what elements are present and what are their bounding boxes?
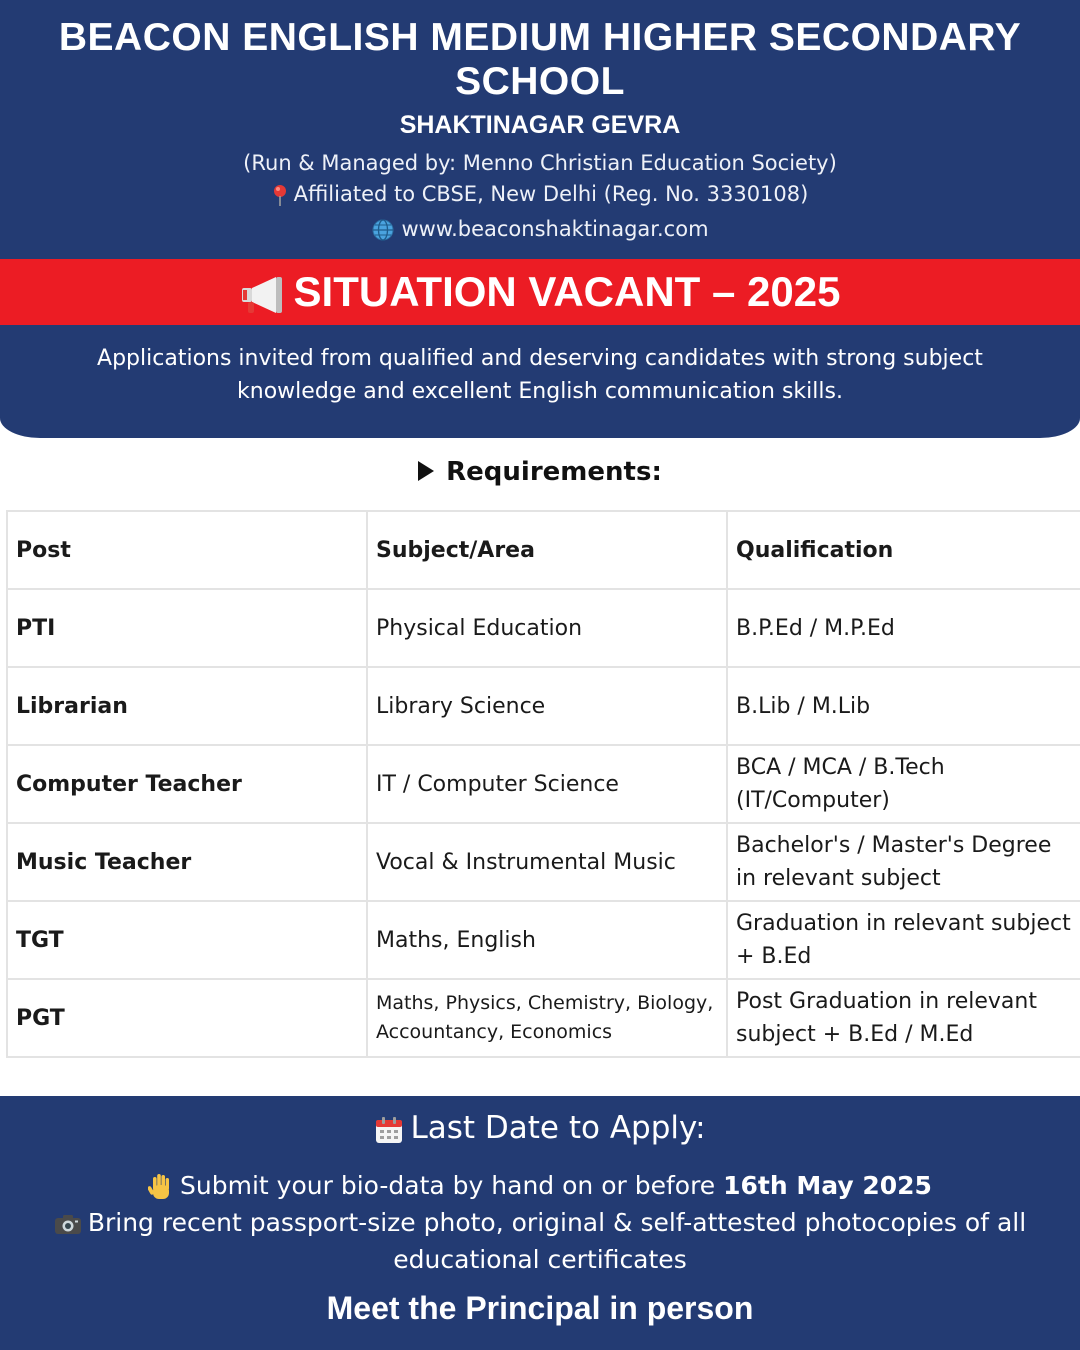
deadline-date: 16th May 2025 [723,1171,932,1200]
subject-cell: Library Science [367,667,727,745]
footer [0,1096,1080,1350]
situation-vacant-banner: SITUATION VACANT – 2025 [0,259,1080,325]
column-header-qualification: Qualification [727,511,1080,589]
qualification-cell: BCA / MCA / B.Tech (IT/Computer) [727,745,1080,823]
requirements-heading: Requirements: [0,457,1080,487]
table-row [7,823,1080,901]
camera-icon [54,1213,82,1235]
calendar-icon [374,1115,404,1145]
post-cell: TGT [7,901,367,979]
website-link[interactable]: www.beaconshaktinagar.com [401,217,709,241]
last-date-heading: Last Date to Apply: [0,1110,1080,1146]
managed-by: (Run & Managed by: Menno Christian Education Society) [243,151,837,175]
table-row [7,979,1080,1057]
qualification-cell: Graduation in relevant subject + B.Ed [727,901,1080,979]
school-name: BEACON ENGLISH MEDIUM HIGHER SECONDARY SCHOOL [58,16,1022,103]
globe-icon [371,218,395,242]
post-cell: PGT [7,979,367,1057]
hand-icon [148,1173,174,1201]
subject-cell: Maths, English [367,901,727,979]
qualification-cell: Post Graduation in relevant subject + B.Ed / M.Ed [727,979,1080,1057]
meet-principal: Meet the Principal in person [326,1290,754,1326]
intro-text: Applications invited from qualified and deserving candidates with strong subject knowledge and excellent English communication skills. [97,346,983,404]
post-cell: PTI [7,589,367,667]
post-cell: Music Teacher [7,823,367,901]
school-location: SHAKTINAGAR GEVRA [399,111,681,139]
subject-cell: Physical Education [367,589,727,667]
requirements-table [6,510,1080,1058]
affiliation-line: Affiliated to CBSE, New Delhi (Reg. No. 3330108) [0,182,1080,206]
subject-cell: Vocal & Instrumental Music [367,823,727,901]
table-row [7,589,1080,667]
qualification-cell: B.Lib / M.Lib [727,667,1080,745]
qualification-cell: B.P.Ed / M.P.Ed [727,589,1080,667]
column-header-post: Post [7,511,367,589]
submit-line: Submit your bio-data by hand on or before 16th May 2025 [30,1167,1050,1204]
photo-line: Bring recent passport-size photo, original & self-attested photocopies of all educational certificates [30,1204,1050,1278]
table-header-row [7,511,1080,589]
table-row [7,667,1080,745]
post-cell: Computer Teacher [7,745,367,823]
qualification-cell: Bachelor's / Master's Degree in relevant subject [727,823,1080,901]
subject-cell: IT / Computer Science [367,745,727,823]
website-line [0,217,1080,242]
post-cell: Librarian [7,667,367,745]
play-arrow-icon [418,461,434,481]
pin-icon [272,184,288,206]
column-header-subject: Subject/Area [367,511,727,589]
subject-cell: Maths, Physics, Chemistry, Biology, Accountancy, Economics [367,979,727,1057]
header [0,0,1080,438]
table-row [7,745,1080,823]
megaphone-icon [240,275,286,315]
table-row [7,901,1080,979]
